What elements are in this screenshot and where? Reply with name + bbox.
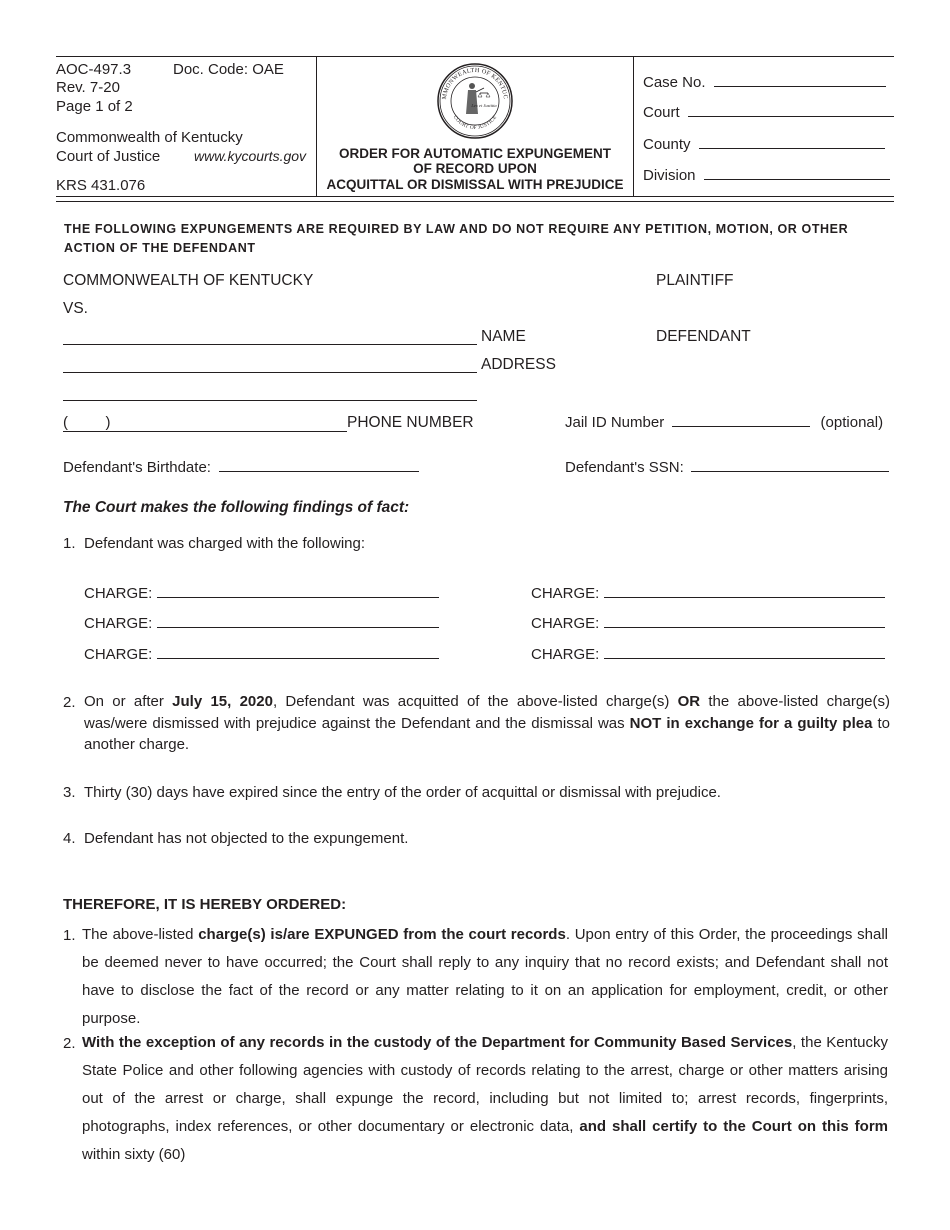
county-field[interactable] — [643, 136, 885, 153]
website-link[interactable]: www.kycourts.gov — [194, 148, 307, 164]
plaintiff-label: PLAINTIFF — [656, 272, 734, 289]
title-line-2: OF RECORD UPON — [413, 161, 537, 176]
findings-heading: The Court makes the following findings of fact: — [63, 499, 410, 516]
order-number-2: 2. — [63, 1035, 76, 1052]
birthdate-field[interactable] — [63, 459, 419, 476]
charge-field-2[interactable] — [84, 615, 439, 632]
finding-1-text: Defendant was charged with the following: — [84, 535, 366, 552]
address-line-1[interactable] — [63, 356, 477, 373]
birthdate-label: Defendant's Birthdate: — [63, 459, 211, 476]
finding-3-text: Thirty (30) days have expired since the entry of the order of acquittal or dismissal with prejudice. — [84, 784, 721, 801]
charge-label: CHARGE: — [531, 615, 600, 632]
order-2-text: With the exception of any records in the custody of the Department for Community Based Services, the Kentucky State Police and other following agencies with custody of records relating to the arrest, charge or other matters arising out of the arrest or charge, shall expunge the record, including but not limited to; arrest records, fingerprints, photographs, index references, or other documentary or electronic data, and shall certify to the Court on this form within sixty (60) — [82, 1034, 889, 1163]
vs-label: VS. — [63, 300, 88, 317]
charge-field-4[interactable] — [531, 585, 885, 602]
charge-label: CHARGE: — [531, 585, 600, 602]
automatic-expungement-notice: THE FOLLOWING EXPUNGEMENTS ARE REQUIRED BY LAW AND DO NOT REQUIRE ANY PETITION, MOTION, OR OTHER ACTION OF THE DEFENDANT — [64, 222, 849, 255]
phone-label: PHONE NUMBER — [347, 414, 474, 431]
division-field[interactable] — [643, 167, 890, 184]
ssn-field[interactable] — [565, 459, 889, 476]
seal-inner-text: COURT OF JUSTICE — [451, 114, 499, 132]
plaintiff-name: COMMONWEALTH OF KENTUCKY — [63, 272, 314, 289]
commonwealth-label: Commonwealth of Kentucky — [56, 129, 243, 146]
order-1-text: The above-listed charge(s) is/are EXPUNGED from the court records. Upon entry of this Order, the proceedings shall be deemed never to have occurred; the Court shall reply to any inquiry that no record exists; and Defendant shall not have to disclose the fact of the record or any matter relating to it on an application for employment, credit, or other purpose. — [82, 926, 888, 1027]
court-field[interactable] — [643, 104, 894, 121]
name-label: NAME — [481, 328, 526, 345]
charge-label: CHARGE: — [84, 585, 153, 602]
charge-field-3[interactable] — [84, 646, 439, 663]
seal-outer-text: MMONWEALTH OF KENTUC — [440, 66, 509, 100]
header-divider-right — [633, 56, 634, 196]
page-indicator: Page 1 of 2 — [56, 98, 133, 115]
court-label: Court — [643, 104, 680, 121]
qualifying-date: July 15, 2020 — [172, 693, 273, 710]
order-heading: THEREFORE, IT IS HEREBY ORDERED: — [63, 896, 347, 913]
county-label: County — [643, 136, 691, 153]
finding-number-4: 4. — [63, 830, 76, 847]
header-bottom-rule-2 — [56, 201, 894, 202]
phone-area-code: ( ) — [63, 414, 111, 431]
finding-2-text: On or after July 15, 2020, Defendant was acquitted of the above-listed charge(s) OR the above-listed charge(s) was/were dismissed with prejudice against the Defendant and the dismissal was NOT in exchange for a guilty plea to another charge. — [84, 693, 891, 753]
address-line-2[interactable] — [63, 384, 477, 401]
jail-id-optional: (optional) — [820, 414, 884, 431]
order-number-1: 1. — [63, 927, 76, 944]
charge-label: CHARGE: — [84, 646, 153, 663]
finding-4-text: Defendant has not objected to the expungement. — [84, 830, 409, 847]
jail-id-label: Jail ID Number — [565, 414, 665, 431]
finding-number-2: 2. — [63, 694, 76, 711]
title-line-1: ORDER FOR AUTOMATIC EXPUNGEMENT — [338, 146, 611, 161]
address-label: ADDRESS — [481, 356, 556, 373]
form-number: AOC-497.3 — [56, 61, 132, 78]
charge-field-5[interactable] — [531, 615, 885, 632]
charge-field-1[interactable] — [84, 585, 439, 602]
doc-code: Doc. Code: OAE — [173, 61, 284, 78]
defendant-name-line[interactable] — [63, 328, 477, 345]
case-number-field[interactable] — [643, 74, 886, 91]
division-label: Division — [643, 167, 696, 184]
phone-field[interactable] — [63, 414, 347, 432]
header-bottom-rule-1 — [56, 196, 894, 197]
case-number-label: Case No. — [643, 74, 706, 91]
title-line-3: ACQUITTAL OR DISMISSAL WITH PREJUDICE — [326, 177, 624, 192]
header-top-rule — [56, 56, 894, 57]
seal-motto: Lex et Justitia — [471, 103, 497, 108]
finding-number-3: 3. — [63, 784, 76, 801]
jail-id-field[interactable] — [565, 414, 883, 431]
defendant-label: DEFENDANT — [656, 328, 751, 345]
revision: Rev. 7-20 — [56, 79, 120, 96]
finding-number-1: 1. — [63, 535, 76, 552]
ssn-label: Defendant's SSN: — [565, 459, 684, 476]
charge-label: CHARGE: — [531, 646, 600, 663]
charge-label: CHARGE: — [84, 615, 153, 632]
charge-field-6[interactable] — [531, 646, 885, 663]
court-seal-icon — [436, 62, 514, 140]
court-of-justice-label: Court of Justice — [56, 148, 161, 165]
statute-reference: KRS 431.076 — [56, 177, 146, 194]
